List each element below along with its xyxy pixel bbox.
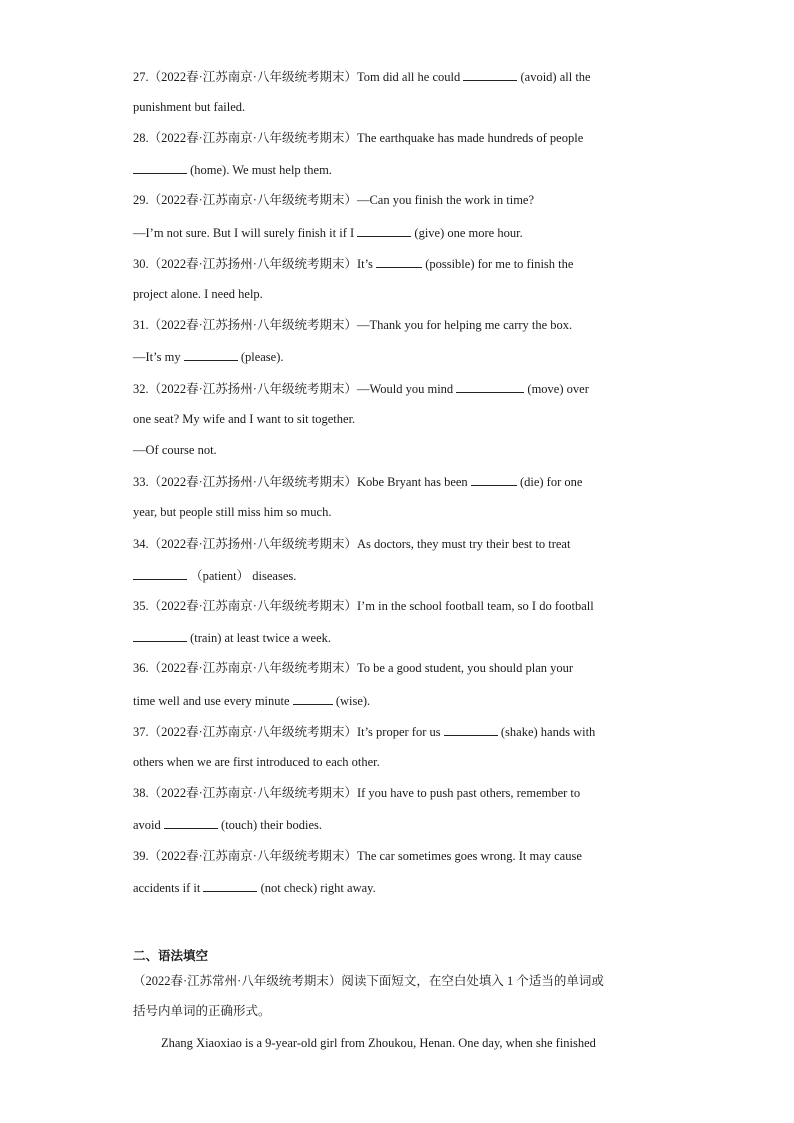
question-38-line1: 38.（2022春·江苏南京·八年级统考期末）If you have to push past others, remember to: [133, 786, 581, 800]
question-35-line1: 35.（2022春·江苏南京·八年级统考期末）I’m in the school football team, so I do football: [133, 599, 594, 613]
question-36-line2: time well and use every minute (wise).: [133, 694, 371, 708]
question-37-line1: 37.（2022春·江苏南京·八年级统考期末）It’s proper for us (shake) hands with: [133, 725, 596, 739]
passage-first-line: Zhang Xiaoxiao is a 9-year-old girl from Zhoukou, Henan. One day, when she finished: [161, 1036, 596, 1050]
answer-blank[interactable]: [456, 380, 524, 393]
section-instruction-line1: （2022春·江苏常州·八年级统考期末）阅读下面短文，在空白处填入 1 个适当的单词或: [133, 974, 604, 988]
answer-blank[interactable]: [463, 68, 517, 81]
question-36-line1: 36.（2022春·江苏南京·八年级统考期末）To be a good student, you should plan your: [133, 661, 574, 675]
question-32-line1: 32.（2022春·江苏扬州·八年级统考期末）—Would you mind (move) over: [133, 382, 589, 396]
question-28-line1: 28.（2022春·江苏南京·八年级统考期末）The earthquake has made hundreds of people: [133, 131, 584, 145]
answer-blank[interactable]: [376, 255, 422, 268]
answer-blank[interactable]: [133, 161, 187, 174]
question-32-line3: —Of course not.: [133, 443, 217, 457]
answer-blank[interactable]: [471, 473, 517, 486]
question-34-line1: 34.（2022春·江苏扬州·八年级统考期末）As doctors, they must try their best to treat: [133, 537, 571, 551]
answer-blank[interactable]: [203, 879, 257, 892]
question-32-line2: one seat? My wife and I want to sit together.: [133, 412, 356, 426]
question-31-line2: —It’s my (please).: [133, 350, 284, 364]
answer-blank[interactable]: [444, 723, 498, 736]
question-33-line1: 33.（2022春·江苏扬州·八年级统考期末）Kobe Bryant has been (die) for one: [133, 475, 583, 489]
question-34-line2: （patient） diseases.: [133, 567, 673, 584]
question-28-line2: (home). We must help them.: [133, 161, 673, 178]
section-instruction-line2: 括号内单词的正确形式。: [133, 1004, 271, 1018]
question-35-line2: (train) at least twice a week.: [133, 629, 673, 646]
answer-blank[interactable]: [184, 348, 238, 361]
answer-blank[interactable]: [293, 692, 333, 705]
question-29-line2: —I’m not sure. But I will surely finish it if I (give) one more hour.: [133, 226, 523, 240]
question-37-line2: others when we are first introduced to each other.: [133, 755, 380, 769]
question-27-line2: punishment but failed.: [133, 100, 246, 114]
answer-blank[interactable]: [164, 816, 218, 829]
question-33-line2: year, but people still miss him so much.: [133, 505, 332, 519]
section-title: 二、语法填空: [133, 948, 209, 963]
answer-blank[interactable]: [133, 629, 187, 642]
question-39-line2: accidents if it (not check) right away.: [133, 881, 376, 895]
question-27-line1: 27.（2022春·江苏南京·八年级统考期末）Tom did all he could (avoid) all the: [133, 70, 591, 84]
answer-blank[interactable]: [133, 567, 187, 580]
question-29-line1: 29.（2022春·江苏南京·八年级统考期末）—Can you finish the work in time?: [133, 193, 535, 207]
question-38-line2: avoid (touch) their bodies.: [133, 818, 323, 832]
question-31-line1: 31.（2022春·江苏扬州·八年级统考期末）—Thank you for helping me carry the box.: [133, 318, 573, 332]
question-30-line1: 30.（2022春·江苏扬州·八年级统考期末）It’s (possible) for me to finish the: [133, 257, 574, 271]
answer-blank[interactable]: [357, 224, 411, 237]
question-30-line2: project alone. I need help.: [133, 287, 263, 301]
question-39-line1: 39.（2022春·江苏南京·八年级统考期末）The car sometimes goes wrong. It may cause: [133, 849, 582, 863]
